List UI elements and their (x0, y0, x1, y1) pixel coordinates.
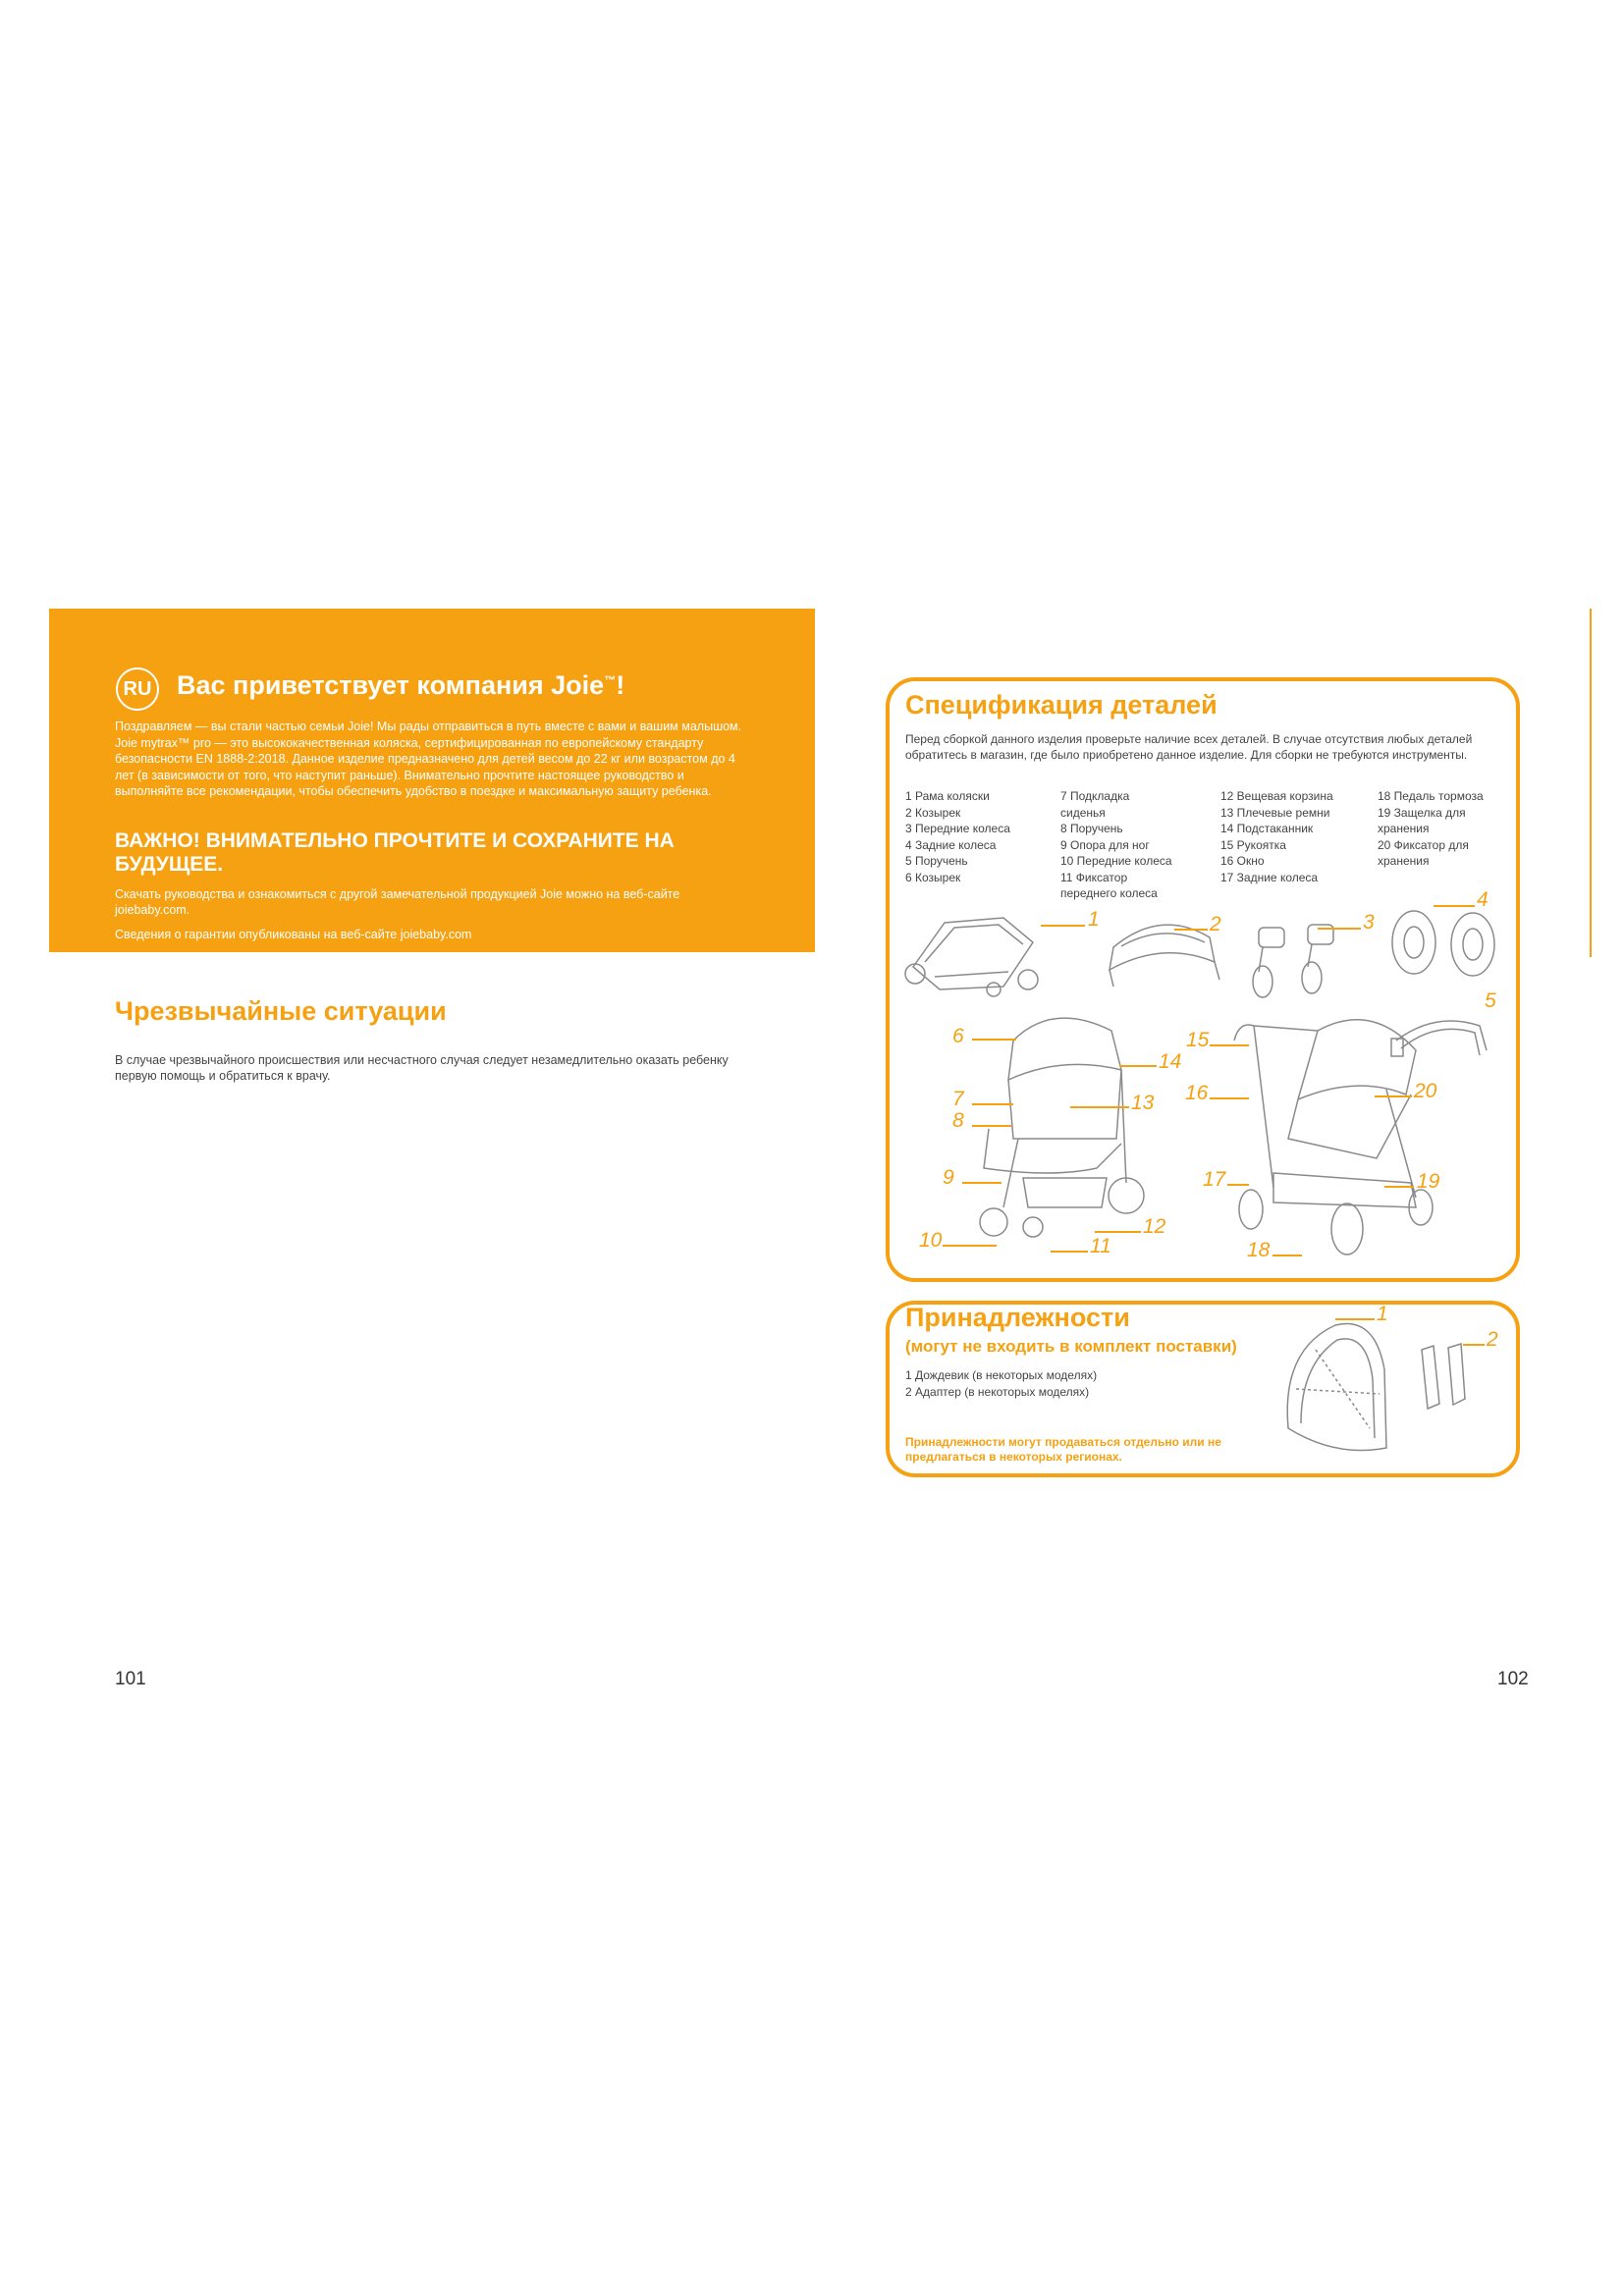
parts-list-item: 20 Фиксатор для (1378, 837, 1469, 852)
parts-list-item: 2 Козырек (905, 805, 961, 820)
callout-19: 19 (1417, 1170, 1440, 1193)
parts-list-item: 6 Козырек (905, 870, 961, 884)
parts-list-item: 7 Подкладка (1060, 789, 1130, 803)
welcome-text: Поздравляем — вы стали частью семьи Joie! Мы рады отправиться в путь вместе с вами и вашим малышом. Joie mytrax™ pro — это высококачественная коляска, сертифицированная по европейскому стандарту безопасности EN 1888-2:2018. Данное изделие предназначено для детей весом до 22 кг или возрастом до 4 лет (в зависимости от того, что наступит раньше). Внимательно прочтите настоящее руководство и выполняйте все рекомендации, чтобы обеспечить удобство в поездке и максимальную защиту ребенка. (115, 720, 742, 798)
leader-line (972, 1125, 1011, 1127)
language-badge: RU (116, 667, 159, 711)
leader-line (1384, 1186, 1414, 1188)
leader-line (1051, 1251, 1088, 1253)
leader-line (1210, 1097, 1249, 1099)
leader-line (972, 1103, 1013, 1105)
parts-list-item: 8 Поручень (1060, 822, 1123, 835)
emergency-text: В случае чрезвычайного происшествия или несчастного случая следует незамедлительно оказать ребенку первую помощь и обратиться к врачу. (115, 1053, 729, 1083)
callout-20: 20 (1414, 1080, 1437, 1102)
callout-12: 12 (1143, 1215, 1166, 1238)
emergency-title: Чрезвычайные ситуации (115, 996, 447, 1026)
callout-7: 7 (952, 1088, 964, 1110)
parts-list-item: 18 Педаль тормоза (1378, 789, 1484, 803)
rear-wheels-drawing (1392, 911, 1494, 976)
parts-list-item: 15 Рукоятка (1220, 837, 1286, 852)
callout-acc-1: 1 (1377, 1303, 1388, 1325)
parts-list-item: 1 Рама коляски (905, 789, 990, 803)
accessories-note: Принадлежности могут продаваться отдельно или не предлагаться в некоторых регионах. (905, 1435, 1221, 1464)
leader-line (962, 1182, 1001, 1184)
accessory-item: 2 Адаптер (в некоторых моделях) (905, 1385, 1090, 1399)
parts-list-col-3 (1220, 788, 1333, 885)
parts-intro: Перед сборкой данного изделия проверьте наличие всех деталей. В случае отсутствия любых деталей обратитесь в магазин, где было приобретено данное изделие. Для сборки не требуются инструменты. (905, 732, 1473, 762)
leader-line (1375, 1095, 1412, 1097)
leader-line (1070, 1106, 1129, 1108)
parts-list-item: 13 Плечевые ремни (1220, 805, 1330, 820)
parts-list-item: 10 Передние колеса (1060, 854, 1172, 868)
parts-list-item: хранения (1378, 822, 1430, 835)
parts-list-item: 17 Задние колеса (1220, 870, 1319, 884)
warranty-text: Сведения о гарантии опубликованы на веб-сайте joiebaby.com (115, 928, 472, 941)
parts-list-col-1 (905, 788, 1010, 885)
bumper-bar-drawing (1391, 1021, 1487, 1056)
parts-list-item: 5 Поручень (905, 854, 968, 868)
parts-list-item: 4 Задние колеса (905, 837, 997, 852)
leader-line (1318, 928, 1361, 930)
callout-acc-2: 2 (1487, 1328, 1498, 1351)
callout-14: 14 (1159, 1050, 1182, 1073)
parts-list-col-4 (1378, 788, 1484, 870)
leader-line (1227, 1184, 1249, 1186)
callout-3: 3 (1363, 911, 1375, 934)
important-heading: ВАЖНО! ВНИМАТЕЛЬНО ПРОЧТИТЕ И СОХРАНИТЕ НА БУДУЩЕЕ. (115, 829, 675, 876)
download-text: Скачать руководства и ознакомиться с другой замечательной продукцией Joie можно на веб-сайте joiebaby.com. (115, 887, 680, 917)
parts-list-item: 16 Окно (1220, 854, 1265, 868)
parts-title: Спецификация деталей (905, 690, 1218, 720)
leader-line (1335, 1318, 1375, 1320)
parts-list-item: 14 Подстаканник (1220, 822, 1314, 835)
callout-10: 10 (919, 1229, 943, 1252)
callout-9: 9 (943, 1166, 954, 1189)
leader-line (1095, 1231, 1141, 1233)
page-edge-rule (1590, 609, 1592, 957)
leader-line (1174, 929, 1208, 931)
welcome-title: Вас приветствует компания Joie™! (177, 670, 625, 700)
parts-list-item: 11 Фиксатор (1060, 870, 1128, 884)
accessories-subtitle: (могут не входить в комплект поставки) (905, 1337, 1237, 1356)
callout-2: 2 (1210, 913, 1221, 935)
callout-18: 18 (1247, 1239, 1271, 1261)
stroller-side-drawing (980, 1018, 1144, 1237)
leader-line (1272, 1255, 1302, 1256)
leader-line (1119, 1065, 1157, 1067)
page-number-right: 102 (1497, 1669, 1529, 1689)
accessories-illustration (1276, 1310, 1512, 1468)
leader-line (943, 1245, 997, 1247)
leader-line (1210, 1044, 1249, 1046)
callout-4: 4 (1477, 888, 1489, 911)
callout-16: 16 (1185, 1082, 1209, 1104)
leader-line (972, 1039, 1016, 1041)
parts-list-item: 12 Вещевая корзина (1220, 789, 1333, 803)
parts-list-item: сиденья (1060, 805, 1106, 820)
callout-17: 17 (1203, 1168, 1226, 1191)
folded-frame-drawing (905, 918, 1038, 996)
accessories-title: Принадлежности (905, 1303, 1130, 1332)
front-wheels-drawing (1253, 925, 1333, 997)
callout-13: 13 (1131, 1092, 1155, 1114)
page-number-left: 101 (115, 1669, 146, 1689)
parts-list-item: 19 Защелка для (1378, 805, 1466, 820)
adapter-drawing (1422, 1344, 1465, 1409)
callout-1: 1 (1088, 908, 1100, 931)
parts-list-item: переднего колеса (1060, 886, 1158, 900)
leader-line (1463, 1344, 1485, 1346)
callout-8: 8 (952, 1109, 964, 1132)
parts-list-item: 9 Опора для ног (1060, 837, 1150, 852)
rain-cover-drawing (1287, 1323, 1386, 1450)
canopy-drawing (1110, 925, 1219, 987)
callout-6: 6 (952, 1025, 964, 1047)
callout-5: 5 (1485, 989, 1496, 1012)
callout-15: 15 (1186, 1029, 1210, 1051)
leader-line (1041, 925, 1085, 927)
accessories-list (905, 1367, 1097, 1401)
leader-line (1434, 905, 1475, 907)
accessory-item: 1 Дождевик (в некоторых моделях) (905, 1368, 1098, 1382)
parts-list-item: 3 Передние колеса (905, 822, 1010, 835)
callout-11: 11 (1090, 1235, 1111, 1257)
parts-list-item: хранения (1378, 854, 1430, 868)
